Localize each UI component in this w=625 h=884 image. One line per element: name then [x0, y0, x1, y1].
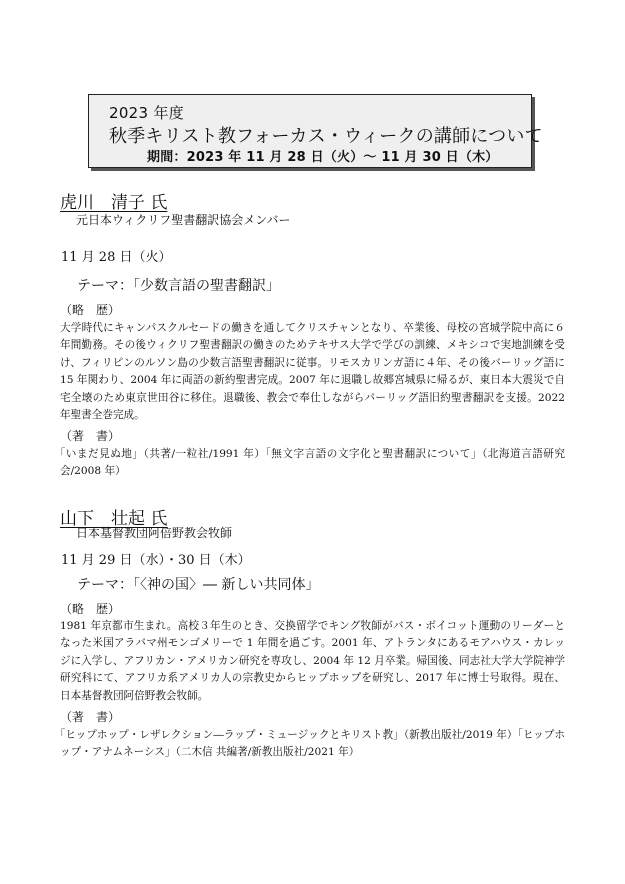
page-title: 秋季キリスト教フォーカス・ウィークの講師について: [109, 126, 543, 147]
speaker-2-theme: テーマ：｢〈神の国〉― 新しい共同体｣: [77, 577, 313, 593]
event-period: 期間：2023 年 11 月 28 日（火）～ 11 月 30 日（木）: [147, 150, 499, 165]
speaker-2-date: 11 月 29 日（水）・30 日（木）: [61, 553, 251, 568]
speaker-2-works-label: （著 書）: [60, 710, 121, 724]
speaker-1-date: 11 月 28 日（火）: [61, 250, 172, 265]
title-box: [88, 94, 543, 168]
speaker-1-theme: テーマ：｢少数言語の聖書翻訳｣: [77, 278, 273, 294]
speaker-1-history-label: （略 歴）: [60, 303, 121, 317]
speaker-2-history: 1981 年京都市生まれ。高校３年生のとき、交換留学でキング牧師がバス・ボイコット運動のリーダーとなった米国アラバマ州モンゴメリーで 1 年間を過ごす。2001 年、アトランタにあるモアハウス・カレッジに入学し、アフリカン・アメリカン研究を専攻し、2004 年 12 月卒業。帰国後、同志社大学大学院神学研究科にて、アフリカ系アメリカ人の宗教史からヒップホップを研究し、2017 年に博士号取得。現在、日本基督教団阿倍野教会牧師。: [60, 620, 565, 702]
speaker-2-history-label: （略 歴）: [60, 602, 121, 616]
speaker-1-history: 大学時代にキャンパスクルセードの働きを通してクリスチャンとなり、卒業後、母校の宮城学院中高に６年間勤務。その後ウィクリフ聖書翻訳の働きのためテキサス大学で学びの訓練、メキシコで実地訓練を受け、フィリピンのルソン島の少数言語聖書翻訳に従事。リモスカリンガ語に４年、その後バーリッグ語に 15 年関わり、2004 年に両語の新約聖書完成。2007 年に退職し故郷宮城県に帰るが、東日本大震災で自宅全壊のため東京世田谷に移住。退職後、教会で奉仕しながらバーリッグ語旧約聖書翻訳を支援。2022 年聖書全巻完成。: [60, 322, 565, 422]
speaker-2-works: ｢ヒップホップ・レザレクション―ラップ・ミュージックとキリスト教｣（新教出版社/2019 年）｢ヒップホップ・アナムネーシス｣（二木信 共編著/新教出版社/2021 年）: [60, 729, 565, 759]
speaker-2-name: 山下 壮起 氏: [60, 509, 168, 529]
speaker-1-works: ｢いまだ見ぬ地｣（共著/一粒社/1991 年）｢無文字言語の文字化と聖書翻訳について｣（北海道言語研究会/2008 年）: [60, 448, 565, 478]
academic-year: 2023 年度: [109, 104, 185, 122]
speaker-1-affiliation: 元日本ウィクリフ聖書翻訳協会メンバー: [76, 213, 291, 227]
speaker-1-name: 虎川 清子 氏: [60, 193, 168, 213]
speaker-2-affiliation: 日本基督教団阿倍野教会牧師: [76, 526, 233, 540]
speaker-1-works-label: （著 書）: [60, 429, 121, 443]
